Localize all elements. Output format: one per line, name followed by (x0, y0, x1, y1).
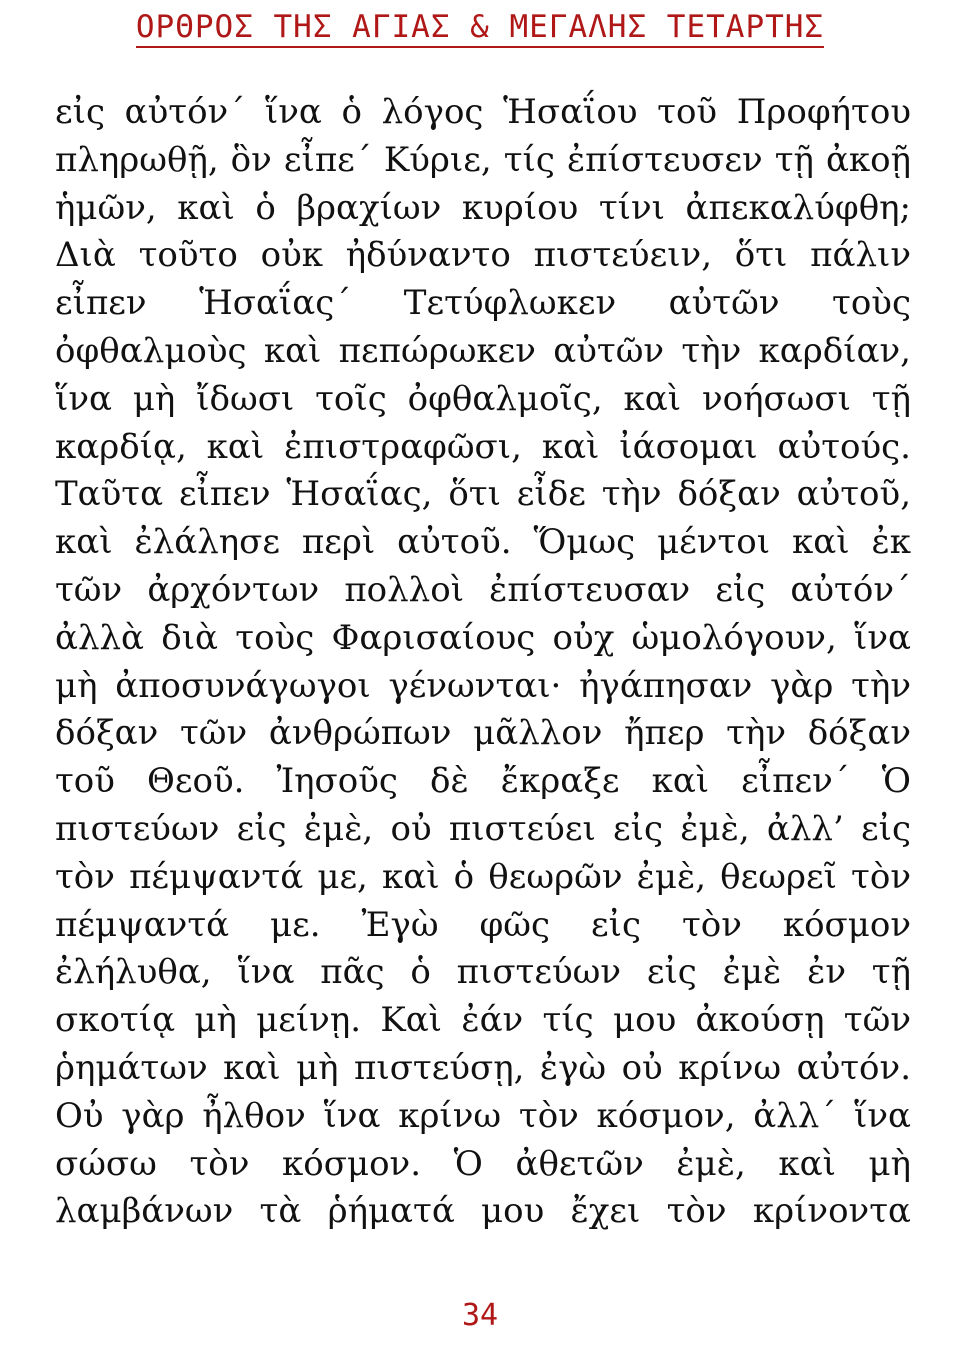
text-line: Ταῦτα εἶπεν Ἡσαΐας, ὅτι εἶδε τὴν δόξαν αὐτοῦ, (55, 474, 911, 515)
text-line: ἀλλὰ διὰ τοὺς Φαρισαίους οὐχ ὡμολόγουν, ἵνα (55, 617, 911, 658)
text-line: πληρωθῇ, ὃν εἶπε΄ Κύριε, τίς ἐπίστευσεν τῇ ἀκοῇ (55, 139, 911, 180)
page-title: ΟΡΘΡΟΣ ΤΗΣ ΑΓΙΑΣ & ΜΕΓΑΛΗΣ ΤΕΤΑΡΤΗΣ (136, 9, 824, 48)
text-line: ἵνα μὴ ἴδωσι τοῖς ὀφθαλμοῖς, καὶ νοήσωσι τῇ (55, 378, 911, 419)
text-line: τῶν ἀρχόντων πολλοὶ ἐπίστευσαν εἰς αὐτόν΄ (55, 569, 911, 610)
text-line: ῥημάτων καὶ μὴ πιστεύσῃ, ἐγὼ οὐ κρίνω αὐτόν. (55, 1047, 911, 1088)
scripture-text (55, 89, 911, 1236)
text-line: Οὐ γὰρ ἦλθον ἵνα κρίνω τὸν κόσμον, ἀλλ΄ ἵνα (55, 1095, 911, 1136)
text-line: καὶ ἐλάλησε περὶ αὐτοῦ. Ὅμως μέντοι καὶ ἐκ (55, 522, 911, 563)
text-line: ἐλήλυθα, ἵνα πᾶς ὁ πιστεύων εἰς ἐμὲ ἐν τῇ (55, 952, 911, 993)
text-line: καρδίᾳ, καὶ ἐπιστραφῶσι, καὶ ἰάσομαι αὐτούς. (55, 426, 911, 467)
text-line: δόξαν τῶν ἀνθρώπων μᾶλλον ἤπερ τὴν δόξαν (55, 713, 911, 754)
text-line: πέμψαντά με. Ἐγὼ φῶς εἰς τὸν κόσμον (55, 904, 911, 945)
page-header (0, 8, 960, 46)
page-number: 34 (461, 1298, 499, 1333)
text-line: πιστεύων εἰς ἐμὲ, οὐ πιστεύει εἰς ἐμὲ, ἀλλ’ εἰς (55, 808, 911, 849)
text-line: σώσω τὸν κόσμον. Ὁ ἀθετῶν ἐμὲ, καὶ μὴ (55, 1143, 911, 1184)
text-line: ὀφθαλμοὺς καὶ πεπώρωκεν αὐτῶν τὴν καρδίαν, (55, 330, 911, 371)
text-line: τοῦ Θεοῦ. Ἰησοῦς δὲ ἔκραξε καὶ εἶπεν΄ Ὁ (55, 761, 911, 802)
text-line: μὴ ἀποσυνάγωγοι γένωνται· ἠγάπησαν γὰρ τὴν (55, 665, 911, 706)
text-line: λαμβάνων τὰ ῥήματά μου ἔχει τὸν κρίνοντα (55, 1191, 911, 1232)
text-line: ἡμῶν, καὶ ὁ βραχίων κυρίου τίνι ἀπεκαλύφθη; (55, 187, 911, 228)
text-line: τὸν πέμψαντά με, καὶ ὁ θεωρῶν ἐμὲ, θεωρεῖ τὸν (55, 856, 911, 897)
text-line: εἶπεν Ἡσαΐας΄ Τετύφλωκεν αὐτῶν τοὺς (55, 283, 911, 324)
text-line: εἰς αὐτόν΄ ἵνα ὁ λόγος Ἡσαΐου τοῦ Προφήτου (55, 92, 911, 132)
text-line: Διὰ τοῦτο οὐκ ἠδύναντο πιστεύειν, ὅτι πάλιν (55, 235, 911, 276)
text-line: σκοτίᾳ μὴ μείνῃ. Καὶ ἐάν τίς μου ἀκούσῃ τῶν (55, 1000, 911, 1041)
